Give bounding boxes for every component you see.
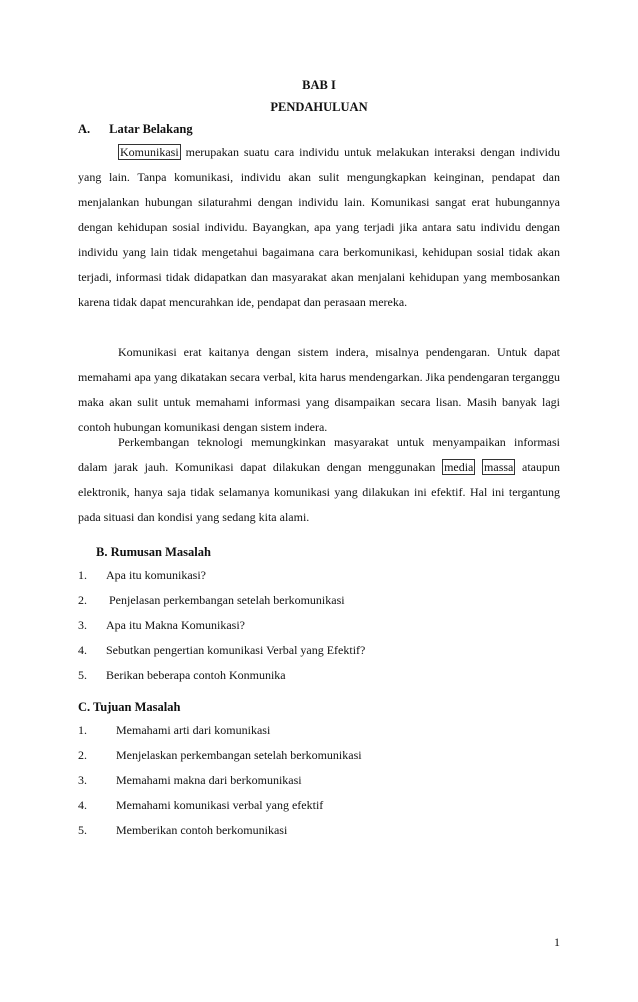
list-item: 1. Apa itu komunikasi? — [78, 568, 206, 582]
boxed-word-komunikasi: Komunikasi — [120, 145, 179, 159]
list-item: 4. Sebutkan pengertian komunikasi Verbal yang Efektif? — [78, 643, 366, 657]
list-item: 4. Memahami komunikasi verbal yang efektif — [78, 798, 324, 812]
page-number: 1 — [554, 935, 560, 949]
boxed-word-media: media — [444, 460, 474, 474]
section-b-heading: B. Rumusan Masalah — [96, 545, 211, 559]
section-a-heading — [78, 122, 193, 137]
section-a-letter: A. — [78, 122, 91, 136]
paragraph-3 — [78, 430, 560, 530]
chapter-label: BAB I — [302, 78, 336, 92]
list-item: 3. Memahami makna dari berkomunikasi — [78, 773, 302, 787]
list-item: 5. Berikan beberapa contoh Konmunika — [78, 668, 286, 682]
paragraph-1-text: merupakan suatu cara individu untuk melakukan interaksi dengan individu yang lain. Tanpa komunikasi, individu akan sulit mengungkapkan keinginan, pendapat dan menjalankan hubungan silaturahmi dengan individu lain. Komunikasi sangat erat hubungannya dengan kehidupan sosial individu. Bayangkan, apa yang terjadi jika antara satu individu dengan individu yang lain tidak mengetahui bagaimana cara berkomunikasi, kehidupan sosial tidak akan terjadi, informasi tidak didapatkan dan masyarakat akan menjalani kehidupan yang membosankan karena tidak dapat mencurahkan ide, pendapat dan perasaan mereka. — [78, 145, 560, 309]
boxed-word-massa: massa — [484, 460, 514, 474]
section-b-list — [78, 563, 365, 688]
paragraph-1 — [78, 140, 560, 315]
section-c-heading: C. Tujuan Masalah — [78, 700, 181, 714]
list-item: 1. Memahami arti dari komunikasi — [78, 723, 271, 737]
paragraph-3-text-after: ataupun elektronik, hanya saja tidak selamanya komunikasi yang dilakukan ini efektif. Hal ini tergantung pada situasi dan kondisi yang sedang kita alami. — [78, 460, 561, 524]
section-c-list — [78, 718, 362, 843]
list-item: 3. Apa itu Makna Komunikasi? — [78, 618, 245, 632]
chapter-title: PENDAHULUAN — [270, 100, 368, 114]
section-a-title: Latar Belakang — [109, 122, 193, 136]
paragraph-3-text-before: Perkembangan teknologi memungkinkan masyarakat untuk menyampaikan informasi dalam jarak jauh. Komunikasi dapat dilakukan dengan menggunakan — [78, 435, 560, 474]
list-item: 5. Memberikan contoh berkomunikasi — [78, 823, 288, 837]
list-item: 2. Menjelaskan perkembangan setelah berkomunikasi — [78, 748, 362, 762]
paragraph-2-text: Komunikasi erat kaitanya dengan sistem indera, misalnya pendengaran. Untuk dapat memahami apa yang dikatakan secara verbal, kita harus mendengarkan. Jika pendengaran terganggu maka akan sulit untuk memahami informasi yang disampaikan secara lisan. Masih banyak lagi contoh hubungan komunikasi dengan sistem indera. — [78, 345, 560, 434]
paragraph-2 — [78, 340, 560, 440]
list-item: 2. Penjelasan perkembangan setelah berkomunikasi — [78, 593, 345, 607]
